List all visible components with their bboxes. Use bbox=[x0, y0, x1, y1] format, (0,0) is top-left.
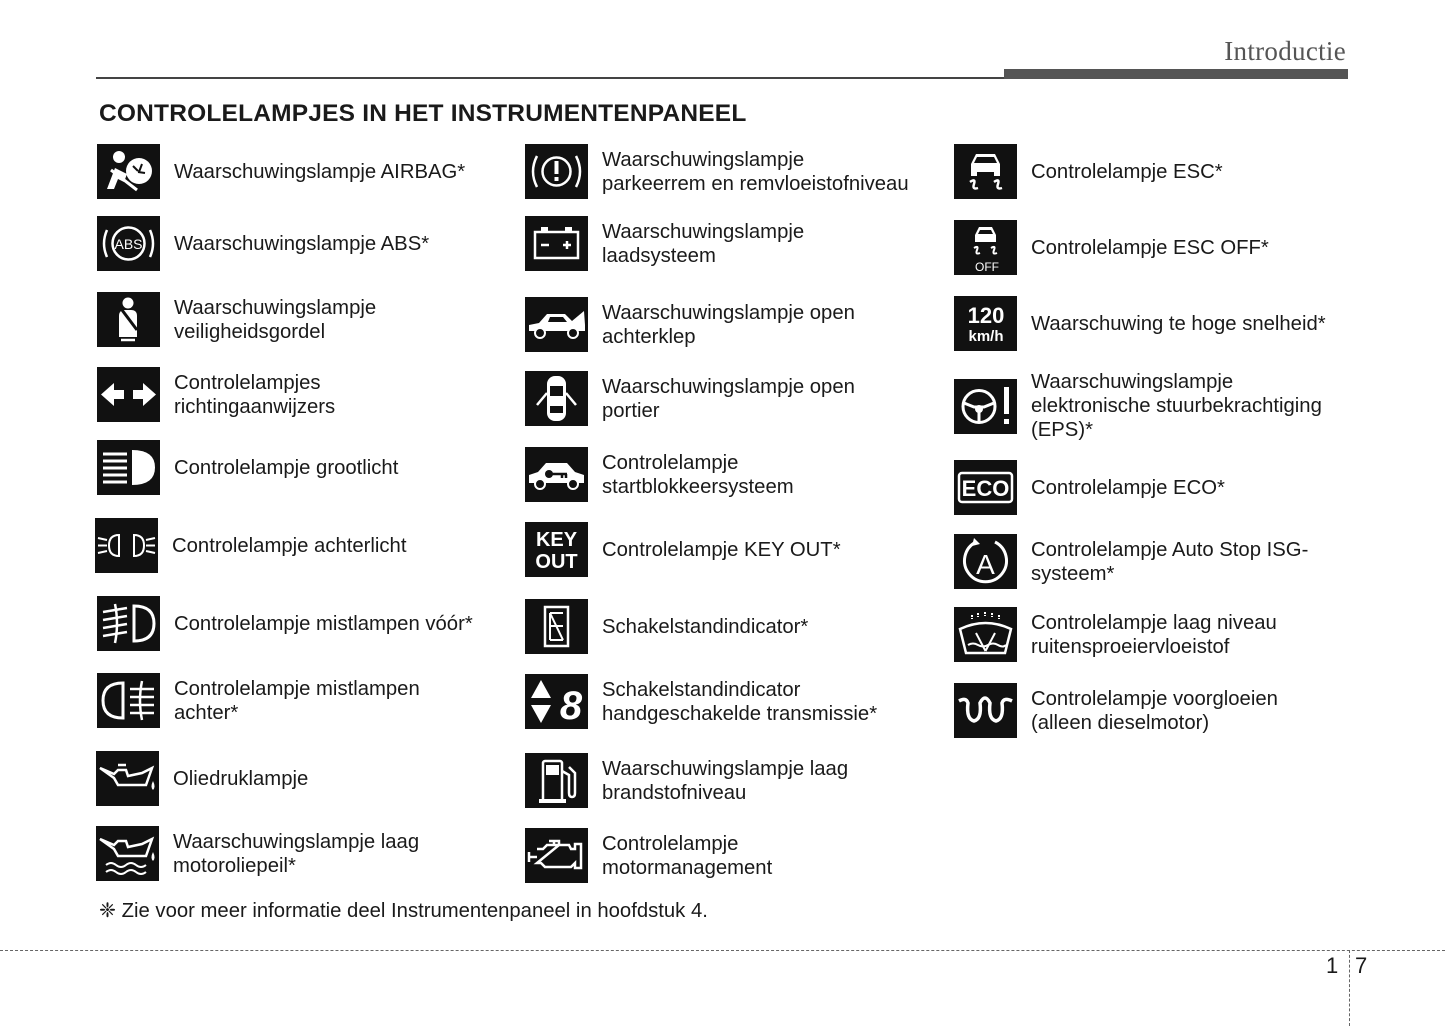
glow-plug-icon bbox=[954, 683, 1017, 738]
esc-off-icon bbox=[954, 220, 1017, 275]
page-number: 7 bbox=[1355, 953, 1368, 978]
list-item bbox=[525, 828, 772, 883]
immobilizer-icon bbox=[525, 447, 588, 502]
list-item bbox=[954, 607, 1277, 662]
item-label: Waarschuwingslampje laag brandstofniveau bbox=[602, 757, 849, 804]
key-text: KEY bbox=[535, 529, 578, 551]
trunk-open-icon bbox=[525, 297, 588, 352]
list-item bbox=[525, 297, 855, 352]
list-item bbox=[97, 216, 429, 271]
list-item bbox=[96, 826, 419, 881]
item-label: Waarschuwingslampje laag motoroliepeil* bbox=[173, 830, 420, 877]
item-label: Waarschuwingslampje elektronische stuurbekrachtiging (EPS)* bbox=[1031, 371, 1322, 441]
key-out-icon bbox=[525, 522, 588, 577]
eps-icon bbox=[954, 379, 1017, 434]
item-label: Controlelampje grootlicht bbox=[174, 456, 399, 479]
list-item bbox=[525, 522, 841, 577]
list-item bbox=[97, 596, 473, 651]
gear-position-icon bbox=[525, 599, 588, 654]
high-beam-icon bbox=[97, 440, 160, 495]
item-label: Controlelampje motormanagement bbox=[602, 832, 773, 879]
manual-shift-icon bbox=[525, 674, 588, 729]
list-item bbox=[525, 371, 855, 426]
list-item bbox=[97, 440, 398, 495]
item-label: Controlelampje mistlampen achter* bbox=[174, 677, 420, 724]
fuel-icon bbox=[525, 753, 588, 808]
rear-fog-icon bbox=[97, 673, 160, 728]
auto-stop-letter: A bbox=[976, 549, 995, 580]
item-label: Controlelampjes richtingaanwijzers bbox=[174, 371, 336, 418]
list-item bbox=[954, 370, 1322, 442]
list-item bbox=[96, 751, 308, 806]
list-item bbox=[97, 673, 420, 728]
eco-icon bbox=[954, 460, 1017, 515]
list-item bbox=[525, 753, 848, 808]
item-label: Controlelampje ESC* bbox=[1031, 160, 1223, 183]
item-label: Controlelampje laag niveau ruitensproeiervloeistof bbox=[1031, 611, 1277, 658]
item-label: Controlelampje voorgloeien (alleen dieselmotor) bbox=[1031, 687, 1278, 734]
airbag-icon bbox=[97, 144, 160, 199]
auto-stop-icon bbox=[954, 534, 1017, 589]
brake-icon bbox=[525, 144, 588, 199]
section-title: CONTROLELAMPJES IN HET INSTRUMENTENPANEEL bbox=[99, 100, 747, 127]
footnote: ❈ Zie voor meer informatie deel Instrumentenpaneel in hoofdstuk 4. bbox=[99, 900, 708, 922]
front-fog-icon bbox=[97, 596, 160, 651]
item-label: Controlelampje startblokkeersysteem bbox=[602, 451, 794, 498]
abs-icon bbox=[97, 216, 160, 271]
list-item bbox=[525, 674, 877, 729]
item-label: Waarschuwingslampje veiligheidsgordel bbox=[174, 296, 377, 343]
header-bar bbox=[1004, 69, 1348, 79]
washer-fluid-icon bbox=[954, 607, 1017, 662]
item-label: Waarschuwingslampje laadsysteem bbox=[602, 220, 805, 267]
page-number-divider bbox=[1349, 950, 1350, 1026]
item-label: Schakelstandindicator handgeschakelde transmissie* bbox=[602, 678, 878, 725]
item-label: Waarschuwingslampje open achterklep bbox=[602, 301, 855, 348]
list-item bbox=[954, 534, 1308, 589]
eco-text: ECO bbox=[961, 476, 1010, 501]
seatbelt-icon bbox=[97, 292, 160, 347]
list-item bbox=[954, 220, 1269, 275]
oil-level-icon bbox=[96, 826, 159, 881]
item-label: Controlelampje Auto Stop ISG- systeem* bbox=[1031, 538, 1309, 585]
speed-value: 120 bbox=[967, 303, 1005, 328]
list-item bbox=[954, 144, 1223, 199]
item-label: Waarschuwingslampje parkeerrem en remvloeistofniveau bbox=[602, 148, 909, 195]
list-item bbox=[954, 460, 1225, 515]
oil-pressure-icon bbox=[96, 751, 159, 806]
off-text: OFF bbox=[975, 260, 999, 274]
list-item bbox=[954, 296, 1326, 351]
battery-icon bbox=[525, 216, 588, 271]
page-divider bbox=[0, 950, 1445, 951]
list-item bbox=[954, 683, 1278, 738]
list-item bbox=[525, 599, 808, 654]
list-item bbox=[97, 292, 376, 347]
list-item bbox=[525, 216, 804, 271]
list-item bbox=[525, 447, 794, 502]
out-text: OUT bbox=[535, 551, 578, 573]
item-label: Controlelampje mistlampen vóór* bbox=[174, 612, 473, 635]
abs-text: ABS bbox=[114, 236, 143, 252]
engine-icon bbox=[525, 828, 588, 883]
turn-signal-icon bbox=[97, 367, 160, 422]
item-label: Waarschuwingslampje AIRBAG* bbox=[174, 160, 466, 183]
item-label: Controlelampje ESC OFF* bbox=[1031, 236, 1269, 259]
item-label: Waarschuwingslampje ABS* bbox=[174, 232, 430, 255]
tail-light-icon bbox=[95, 518, 158, 573]
speed-icon bbox=[954, 296, 1017, 351]
list-item bbox=[97, 367, 335, 422]
item-label: Controlelampje achterlicht bbox=[172, 534, 407, 557]
list-item bbox=[525, 144, 909, 199]
item-label: Waarschuwingslampje open portier bbox=[602, 375, 855, 422]
item-label: Schakelstandindicator* bbox=[602, 615, 809, 638]
item-label: Waarschuwing te hoge snelheid* bbox=[1031, 312, 1326, 335]
item-label: Oliedruklampje bbox=[173, 767, 309, 790]
item-label: Controlelampje KEY OUT* bbox=[602, 538, 841, 561]
esc-icon bbox=[954, 144, 1017, 199]
list-item bbox=[95, 518, 406, 573]
speed-unit: km/h bbox=[968, 328, 1004, 345]
list-item bbox=[97, 144, 465, 199]
chapter-title: Introductie bbox=[1224, 36, 1346, 66]
gear-digit: 8 bbox=[559, 684, 583, 728]
door-open-icon bbox=[525, 371, 588, 426]
chapter-number: 1 bbox=[1326, 953, 1339, 978]
item-label: Controlelampje ECO* bbox=[1031, 476, 1225, 499]
